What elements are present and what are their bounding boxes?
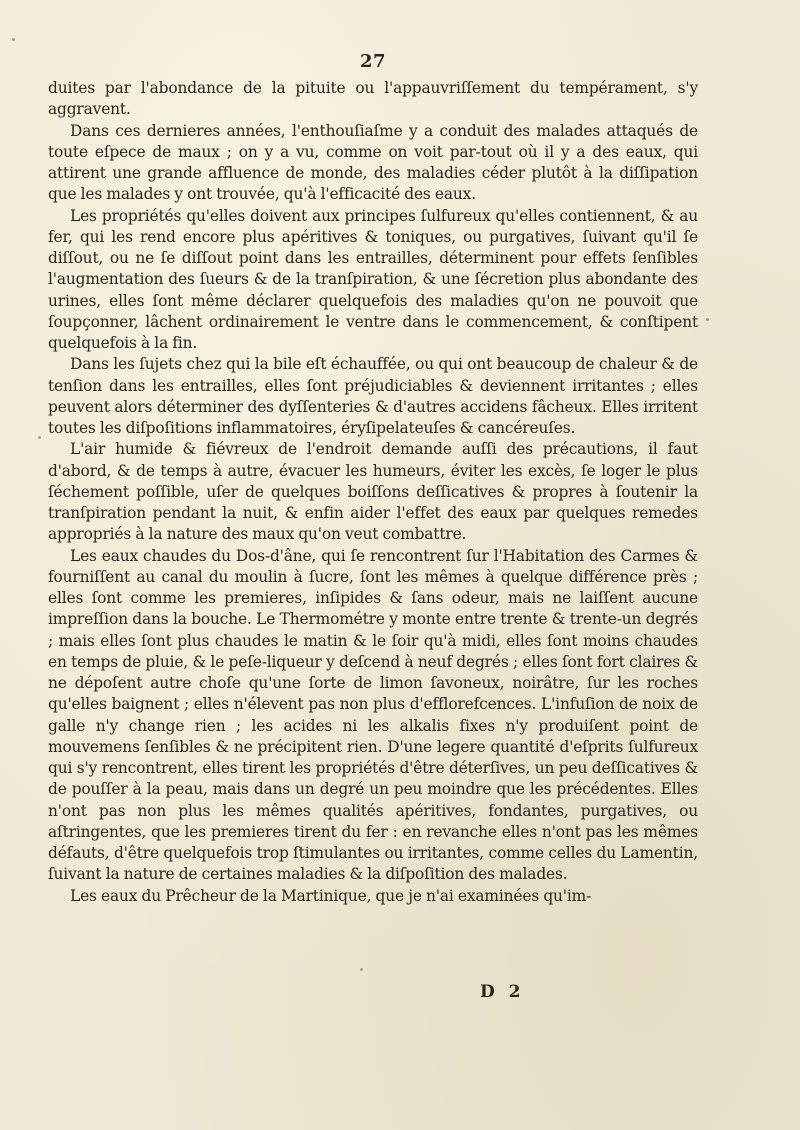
paper-speck: [38, 436, 41, 439]
paragraph-precheur-waters: Les eaux du Prêcheur de la Martinique, que je n'ai examinées qu'im-: [70, 886, 592, 905]
paper-speck: [12, 38, 15, 41]
page-number: 27: [359, 51, 387, 72]
paragraph-continuation: duites par l'abondance de la pituite ou l'appauvriſſement du tempérament, s'y aggravent.: [48, 79, 698, 119]
paper-speck: [706, 318, 709, 321]
paragraph-humid-air: L'air humide & fiévreux de l'endroit demande auſſi des précautions, il faut d'abord, & de temps à autre, évacuer les humeurs, éviter les excès, ſe loger le plus ſéchement poſſible, uſer de quelques boiſſons deſſicatives & propres à ſoutenir la tranſpiration pendant la nuit, & enfin aider l'effet des eaux par quelques remedes appropriés à la nature des maux qu'on veut combattre.: [48, 440, 698, 544]
paragraph-enthusiasm: Dans ces dernieres années, l'enthouſiaſme y a conduit des malades attaqués de toute eſpece de maux ; on y a vu, comme on voit par-tout où il y a des eaux, qui attirent une grande affluence de monde, des maladies céder plutôt à la diſſipation que les malades y ont trouvée, qu'à l'efficacité des eaux.: [48, 121, 698, 204]
signature-mark: D 2: [480, 982, 525, 1002]
paragraph-dos-d-ane-waters: Les eaux chaudes du Dos-d'âne, qui ſe rencontrent ſur l'Habitation des Carmes & fourniſſent au canal du moulin à ſucre, ſont les mêmes à quelque différence près ; elles ſont comme les premieres, inſipides & ſans odeur, mais ne laiſſent aucune impreſſion dans la bouche. Le Thermométre y monte entre trente & trente-un degrés ; mais elles ſont plus chaudes le matin & le ſoir qu'à midi, elles ſont moins chaudes en temps de pluie, & le peſe-liqueur y deſcend à neuf degrés ; elles ſont fort claires & ne dépoſent autre choſe qu'une ſorte de limon ſavoneux, noirâtre, ſur les roches qu'elles baignent ; elles n'élevent pas non plus d'efflorefcences. L'infuſion de noix de galle n'y change rien ; les acides ni les alkalis fixes n'y produiſent point de mouvemens ſenſibles & ne précipitent rien. D'une legere quantité d'eſprits ſulfureux qui s'y rencontrent, elles tirent les propriétés d'être déterſives, un peu deſſicatives & de pouſſer à la peau, mais dans un degré un peu moindre que les précédentes. Elles n'ont pas non plus les mêmes qualités apéritives, fondantes, purgatives, ou aſtringentes, que les premieres tirent du fer : en revanche elles n'ont pas les mêmes défauts, d'être quelquefois trop ſtimulantes ou irritantes, comme celles du Lamentin, ſuivant la nature de certaines maladies & la diſpoſition des malades.: [48, 546, 698, 884]
paragraph-properties: Les propriétés qu'elles doivent aux principes ſulfureux qu'elles contiennent, & au fer, qui les rend encore plus apéritives & toniques, ou purgatives, ſuivant qu'il ſe diſſout, ou ne ſe diſſout point dans les entrailles, déterminent pour effets ſenſibles l'augmentation des ſueurs & de la tranſpiration, & une ſécretion plus abondante des urines, elles ſont même déclarer quelquefois des maladies qu'on ne pouvoit que ſoupçonner, lâchent ordinairement le ventre dans le commencement, & conſtipent quelquefois à la fin.: [48, 206, 698, 352]
book-page: [48, 52, 698, 1112]
paper-speck: [360, 968, 363, 971]
paragraph-bile-subjects: Dans les ſujets chez qui la bile eſt échauffée, ou qui ont beaucoup de chaleur & de tenſion dans les entrailles, elles ſont préjudiciables & deviennent irritantes ; elles peuvent alors déterminer des dyſſenteries & d'autres accidens fâcheux. Elles irritent toutes les diſpoſitions inflammatoires, éryſipelateuſes & cancéreuſes.: [48, 355, 698, 437]
